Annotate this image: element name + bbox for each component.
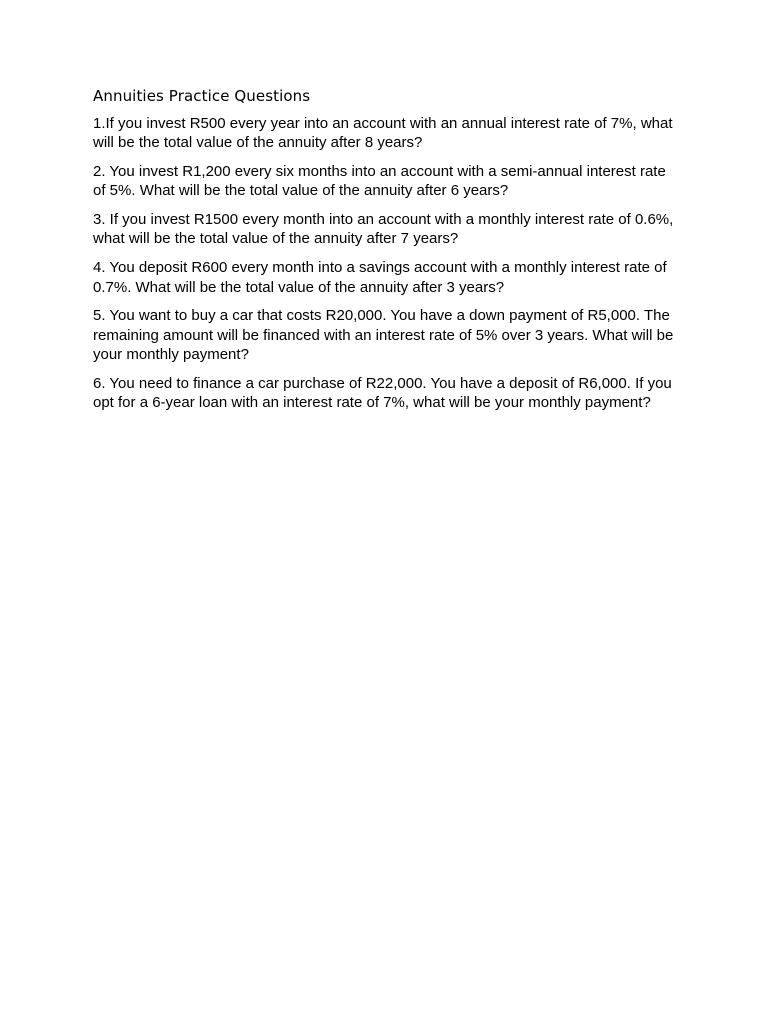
question-3: 3. If you invest R1500 every month into an account with a monthly interest rate of 0.6%, what will be the total value of the annuity after 7 years? xyxy=(93,211,674,248)
question-5: 5. You want to buy a car that costs R20,000. You have a down payment of R5,000. The remaining amount will be financed with an interest rate of 5% over 3 years. What will be your monthly payment? xyxy=(93,307,674,363)
question-2: 2. You invest R1,200 every six months into an account with a semi-annual interest rate of 5%. What will be the total value of the annuity after 6 years? xyxy=(93,163,666,200)
document-title: Annuities Practice Questions xyxy=(93,87,311,105)
question-1: 1.If you invest R500 every year into an account with an annual interest rate of 7%, what will be the total value of the annuity after 8 years? xyxy=(93,115,673,152)
question-6: 6. You need to finance a car purchase of R22,000. You have a deposit of R6,000. If you opt for a 6-year loan with an interest rate of 7%, what will be your monthly payment? xyxy=(93,374,672,412)
question-4: 4. You deposit R600 every month into a savings account with a monthly interest rate of 0.7%. What will be the total value of the annuity after 3 years? xyxy=(93,259,667,296)
document-body xyxy=(93,86,678,422)
